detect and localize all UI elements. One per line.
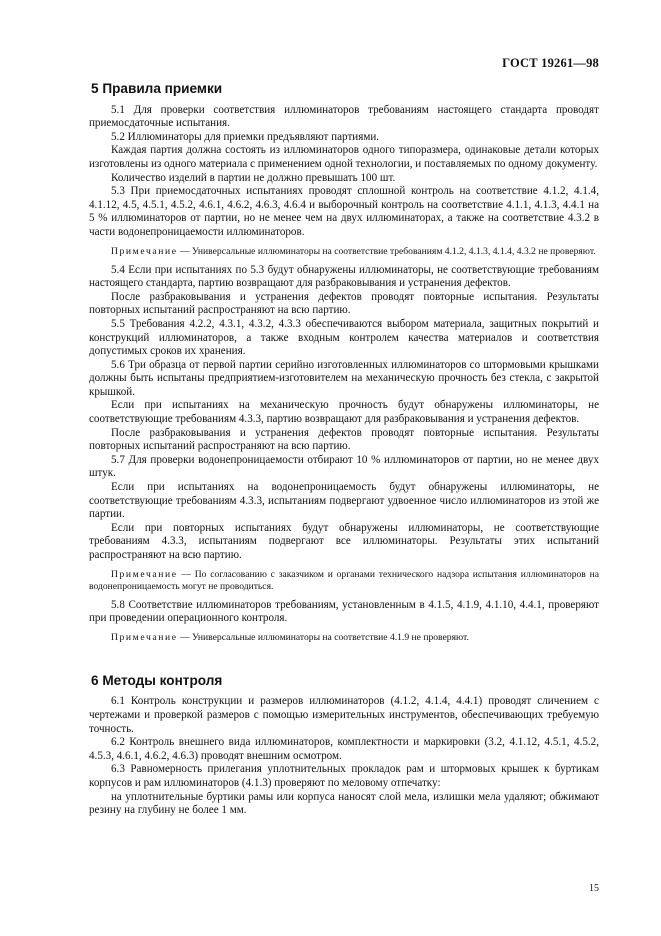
paragraph: После разбраковывания и устранения дефектов проводят повторные испытания. Результаты повторных испытаний распространяют на всю партию. (89, 426, 599, 453)
paragraph: 5.2 Иллюминаторы для приемки предъявляют партиями. (111, 130, 380, 143)
paragraph: После разбраковывания и устранения дефектов проводят повторные испытания. Результаты повторных испытаний распространяют на всю партию. (89, 290, 599, 317)
paragraph: Если при испытаниях на водонепроницаемость будут обнаружены иллюминаторы, не соответствующие требованиям 4.3.3, испытаниям подвергают удвоенное число иллюминаторов из этой же партии. (89, 481, 599, 521)
paragraph: 5.7 Для проверки водонепроницаемости отбирают 10 % иллюминаторов от партии, но не менее двух штук. (89, 453, 599, 480)
note-text: — По согласованию с заказчиком и органами технического надзора испытания иллюминаторов на водонепроницаемость могут не проводиться. (89, 568, 599, 592)
document-code: ГОСТ 19261—98 (502, 56, 599, 70)
paragraph: 5.6 Три образца от первой партии серийно изготовленных иллюминаторов со штормовыми крышками должны быть испытаны предприятием-изготовителем на механическую прочность без стекла, с закрытой крышкой. (89, 358, 599, 398)
paragraph: Если при повторных испытаниях будут обнаружены иллюминаторы, не соответствующие требованиям 4.3.3, испытаниям подвергают все иллюминаторы. Результаты этих испытаний распространяют на всю партию. (89, 521, 599, 561)
paragraph: Если при испытаниях на механическую прочность будут обнаружены иллюминаторы, не соответствующие требованиям 4.3.3, партию возвращают для разбраковывания и устранения дефектов. (89, 399, 599, 426)
paragraph: на уплотнительные буртики рамы или корпуса наносят слой мела, излишки мела удаляют; обжимают резину на глубину не более 1 мм. (89, 790, 599, 817)
paragraph: 5.8 Соответствие иллюминаторов требованиям, установленным в 4.1.5, 4.1.9, 4.1.10, 4.4.1, проверяют при проведении операционного контроля. (89, 598, 599, 625)
section-6-title: 6 Методы контроля (91, 672, 223, 688)
note-label: Примечание (111, 568, 178, 580)
section-5-title: 5 Правила приемки (91, 81, 223, 96)
note-label: Примечание (111, 631, 178, 643)
paragraph: 6.1 Контроль конструкции и размеров иллюминаторов (4.1.2, 4.1.4, 4.4.1) проводят сличением с чертежами и проверкой размеров с помощью измерительных инструментов, обеспечивающих требуемую точность. (89, 695, 599, 735)
paragraph: 6.2 Контроль внешнего вида иллюминаторов, комплектности и маркировки (3.2, 4.1.12, 4.5.1, 4.5.2, 4.5.3, 4.6.1, 4.6.2, 4.6.3) проводят внешним осмотром. (89, 736, 599, 762)
paragraph: 6.3 Равномерность прилегания уплотнительных прокладок рам и штормовых крышек к буртикам корпусов и рам иллюминаторов (4.1.3) проверяют по меловому отпечатку: (89, 763, 599, 789)
paragraph: 5.1 Для проверки соответствия иллюминаторов требованиям настоящего стандарта проводят приемосдаточные испытания. (89, 103, 599, 130)
paragraph: Количество изделий в партии не должно превышать 100 шт. (111, 171, 396, 184)
paragraph: 5.3 При приемосдаточных испытаниях проводят сплошной контроль на соответствие 4.1.2, 4.1.4, 4.1.12, 4.5, 4.5.1, 4.5.2, 4.6.1, 4.6.2, 4.6.3, 4.6.4 и выборочный контроль на соответствие 4.1.1, 4.1.3, 4.4.1 на 5 % иллюминаторов от партии, но не менее чем на двух иллюминаторах, а также на соответствие 4.3.2 в части водонепроницаемости иллюминаторов. (89, 185, 599, 238)
note (89, 632, 599, 644)
paragraph: 5.4 Если при испытаниях по 5.3 будут обнаружены иллюминаторы, не соответствующие требованиям настоящего стандарта, партию возвращают для разбраковывания и устранения дефектов. (89, 263, 599, 290)
paragraph: 5.5 Требования 4.2.2, 4.3.1, 4.3.2, 4.3.3 обеспечиваются выбором материала, защитных покрытий и конструкций иллюминаторов, а также входным контролем качества материалов и соответствия допустимых сроков их хранения. (89, 317, 599, 358)
note-text: — Универсальные иллюминаторы на соответствие требованиям 4.1.2, 4.1.3, 4.1.4, 4.3.2 не проверяют. (177, 245, 596, 257)
page-number: 15 (589, 883, 599, 894)
note (89, 246, 599, 258)
note-text: — Универсальные иллюминаторы на соответствие 4.1.9 не проверяют. (177, 631, 469, 643)
note (89, 569, 599, 593)
document-body (89, 76, 599, 818)
paragraph: Каждая партия должна состоять из иллюминаторов одного типоразмера, одинаковые детали которых изготовлены из одного материала с применением одной технологии, и поставляемых по одному документу. (89, 144, 599, 170)
note-label: Примечание (111, 245, 178, 257)
